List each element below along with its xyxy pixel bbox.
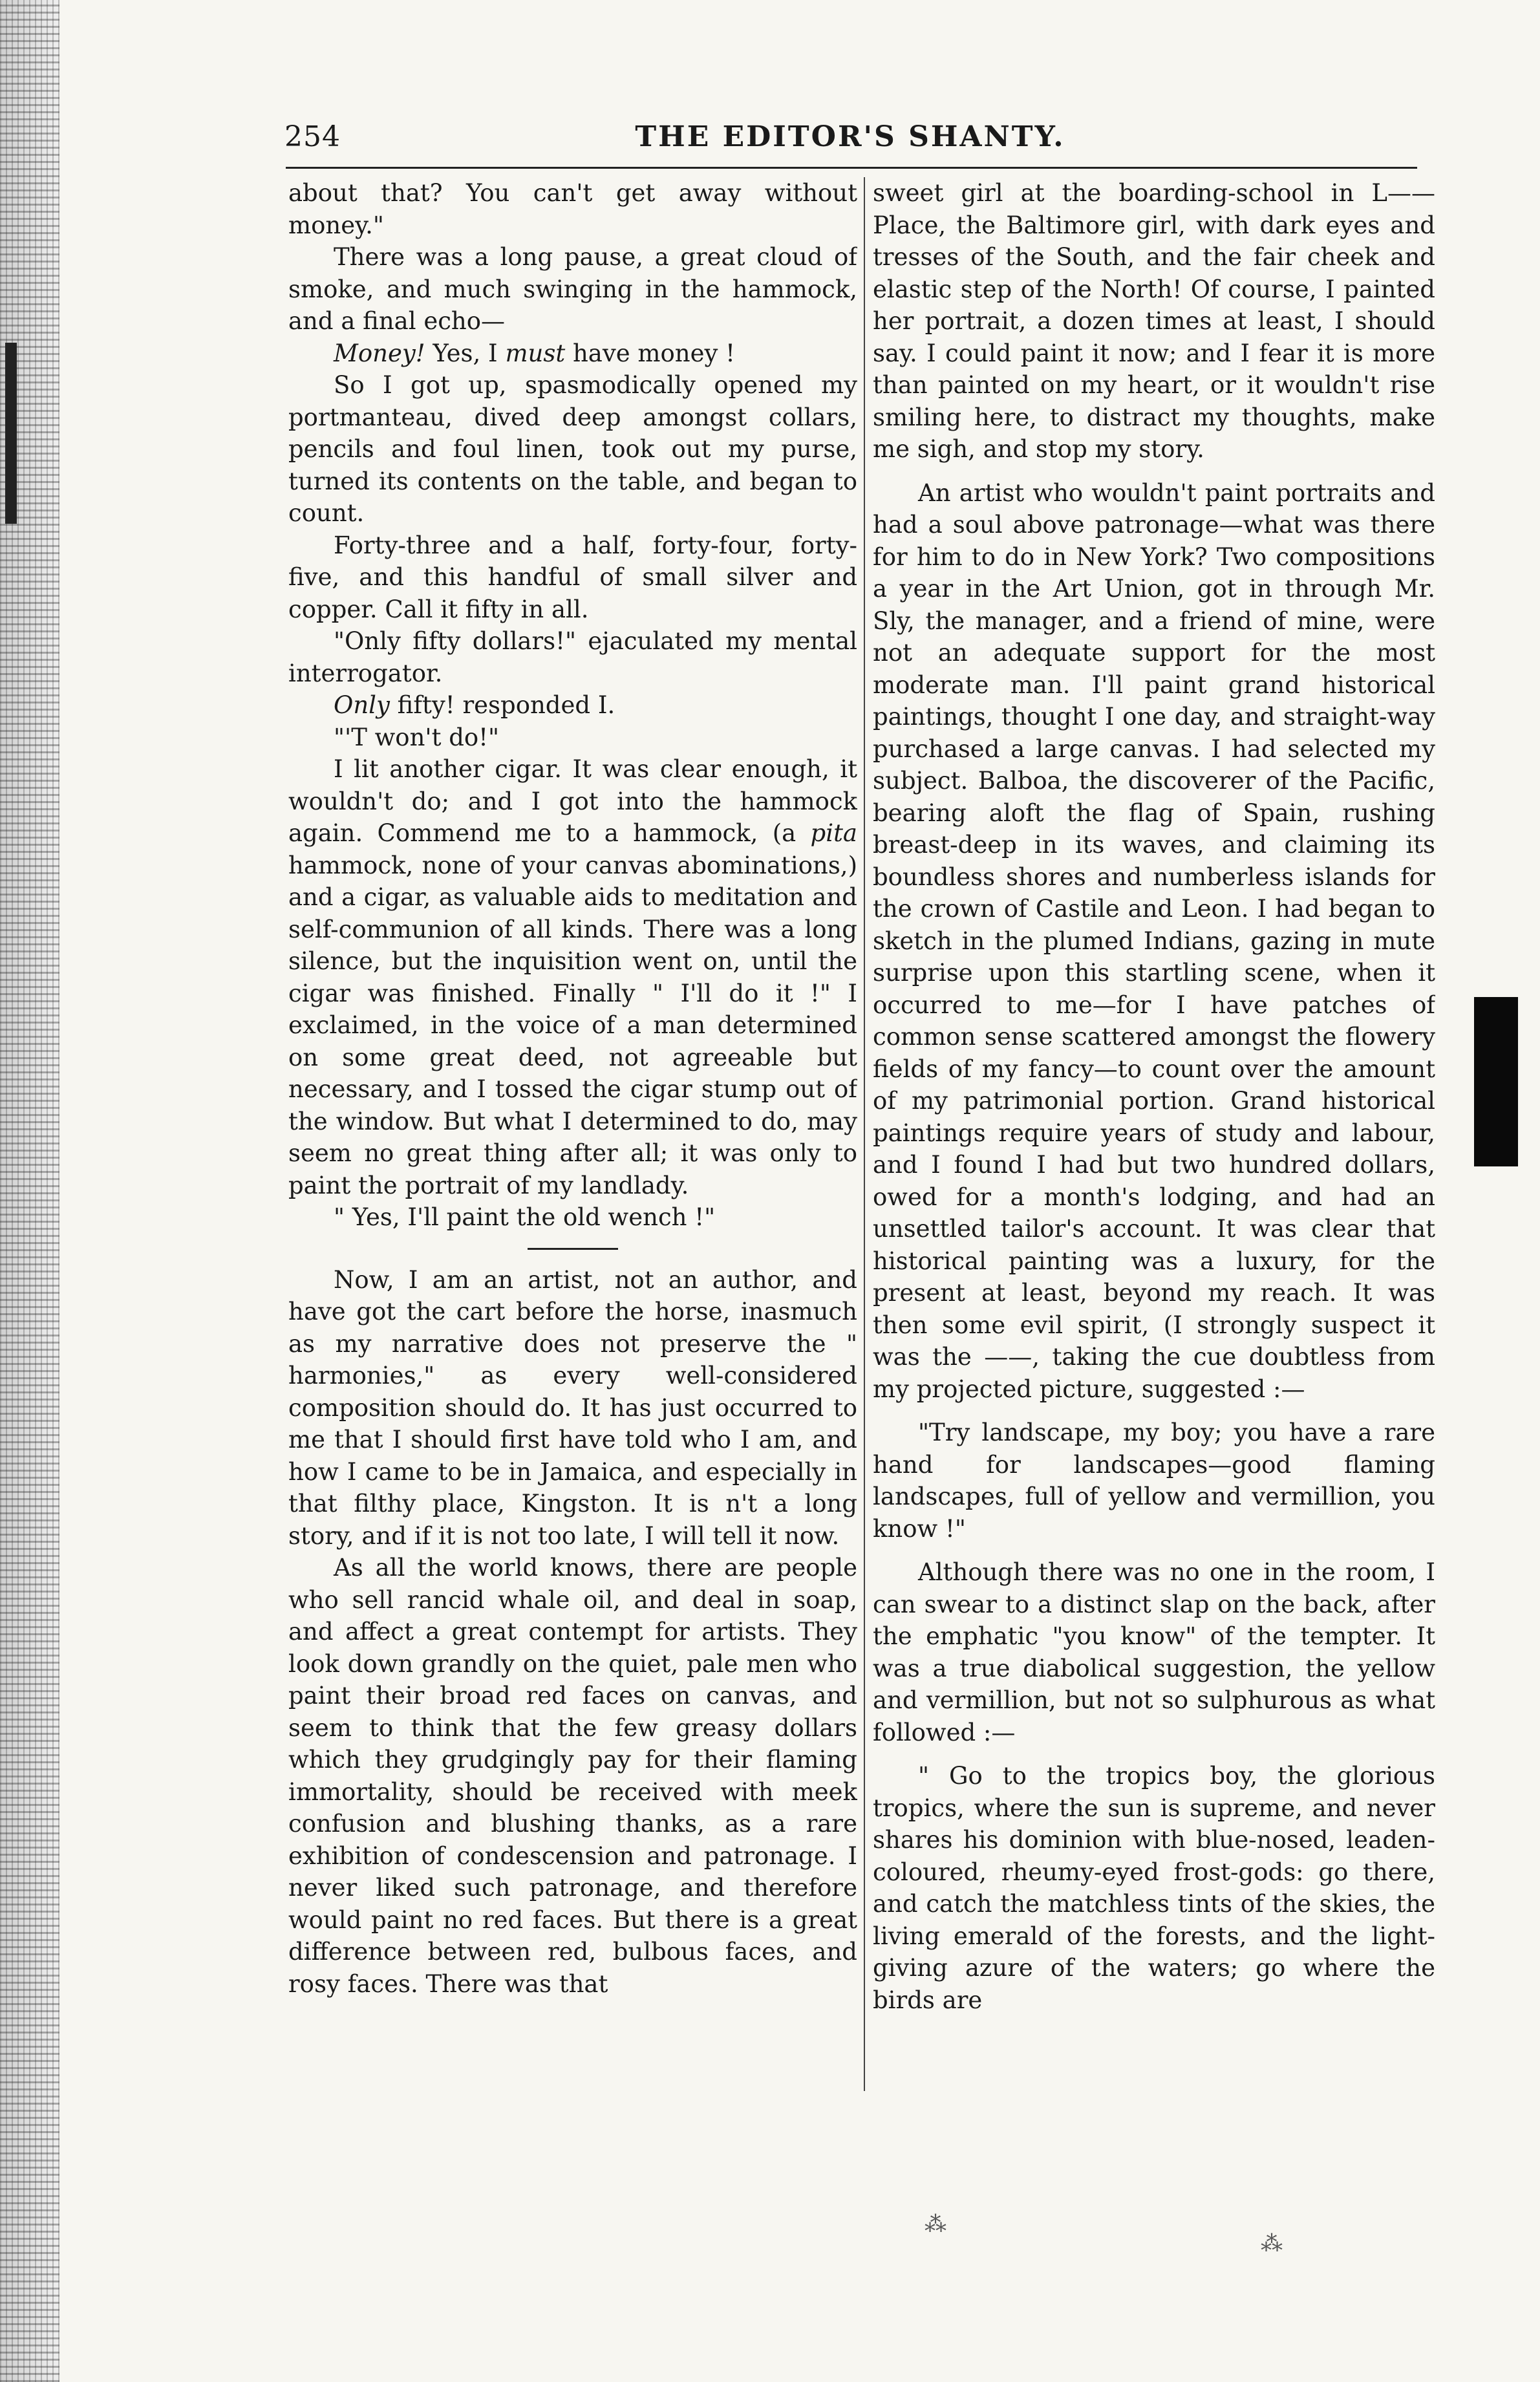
text-run: have money ! [565,339,736,367]
paragraph [288,753,857,1201]
page-number: 254 [284,120,341,153]
text-run: fifty! responded I. [389,691,615,719]
paragraph: So I got up, spasmodically opened my portmanteau, dived deep amongst collars, pencils and foul linen, took out my purse, turned its contents on the table, and began to count. [288,371,857,527]
italic-text: Money! [334,339,425,367]
italic-text: must [505,339,566,367]
paragraph: sweet girl at the boarding-school in L—— Place, the Baltimore girl, with dark eyes and tresses of the South, and the fair cheek and elastic step of the North! Of course, I painted her portrait, a dozen times at least, I should say. I could paint it now; and I fear it is more than painted on my heart, or it wouldn't rise smiling here, to distract my thoughts, make me sigh, and stop my story. [873,179,1435,463]
paragraph: There was a long pause, a great cloud of smoke, and much swinging in the hammock, and a final echo— [288,243,857,335]
text-run: I lit another cigar. It was clear enough, it wouldn't do; and I got into the hammock again. Commend me to a hammock, (a [288,755,857,847]
italic-text: Only [334,691,390,719]
paragraph: Now, I am an artist, not an author, and have got the cart before the horse, inasmuch as my narrative does not preserve the " harmonies," as every well-considered composition should do. It has just occurred to me that I should first have told who I am, and how I came to be in Jamaica, and especially in that filthy place, Kingston. It is n't a long story, and if it is not too late, I will tell it now. [288,1265,857,1550]
text-run: hammock, none of your canvas abominations,) and a cigar, as valuable aids to meditation and self-communion of all kinds. There was a long silence, but the inquisition went on, until the cigar was finished. Finally " I'll do it !" I exclaimed, in the voice of a man determined on some great deed, not agreeable but necessary, and I tossed the cigar stump out of the window. But what I determined to do, may seem no great thing after all; it was only to paint the portrait of my landlady. [288,851,857,1199]
paragraph: Although there was no one in the room, I can swear to a distinct slap on the back, after the emphatic "you know" of the tempter. It was a true diabolical suggestion, the yellow and vermillion, but not so sulphurous as what followed :— [873,1558,1435,1746]
paragraph: about that? You can't get away without money." [288,179,857,239]
paragraph [288,338,857,370]
paragraph: An artist who wouldn't paint portraits and had a soul above patronage—what was there for him to do in New York? Two compositions a year in the Art Union, got in through Mr. Sly, the manager, and a friend of mine, were not an adequate support for the most moderate man. I'll paint grand historical paintings, thought I one day, and straight-way purchased a large canvas. I had selected my subject. Balboa, the discoverer of the Pacific, bearing aloft the flag of Spain, rushing breast-deep in its waves, and claiming its boundless shores and numberless islands for the crown of Castile and Leon. I had began to sketch in the plumed Indians, gazing in mute surprise upon this startling scene, when it occurred to me—for I have patches of common sense scattered amongst the flowery fields of my fancy—to count over the amount of my patrimonial portion. Grand historical paintings require years of study and labour, and I found I had but two hundred dollars, owed for a month's lodging, and had an unsettled tailor's account. It was clear that historical painting was a luxury, for the present at least, beyond my reach. It was then some evil spirit, (I strongly suspect it was the ——, taking the cue doubtless from my projected picture, suggested :— [873,478,1435,1403]
paragraph [288,689,857,722]
paragraph: " Go to the tropics boy, the glorious tropics, where the sun is supreme, and never shares his dominion with blue-nosed, leaden-coloured, rheumy-eyed frost-gods: go there, and catch the matchless tints of the skies, the living emerald of the forests, and the light-giving azure of the waters; go where the birds are [873,1762,1435,2014]
column-rule [864,177,865,2091]
paragraph: " Yes, I'll paint the old wench !" [334,1203,716,1231]
scan-binding-edge [0,0,59,2382]
right-column [873,177,1435,2123]
paragraph: Forty-three and a half, forty-four, forty-five, and this handful of small silver and copper. Call it fifty in all. [288,531,857,623]
scan-speck: ⁂ [925,2211,946,2237]
paragraph: "Only fifty dollars!" ejaculated my mental interrogator. [288,627,857,687]
scan-artifact [5,343,17,524]
scan-speck: ⁂ [1261,2231,1283,2257]
left-column [288,177,857,2123]
margin-tab-mark [1474,997,1518,1166]
paragraph: As all the world knows, there are people who sell rancid whale oil, and deal in soap, and affect a great contempt for artists. They look down grandly on the quiet, pale men who paint their broad red faces on canvas, and seem to think that the few greasy dollars which they grudgingly pay for their flaming immortality, should be received with meek confusion and blushing thanks, as a rare exhibition of condescension and patronage. I never liked such patronage, and therefore would paint no red faces. But there is a great difference between red, bulbous faces, and rosy faces. There was that [288,1554,857,1998]
paragraph: "'T won't do!" [334,723,500,751]
section-divider [528,1248,618,1250]
paragraph: "Try landscape, my boy; you have a rare hand for landscapes—good flaming landscapes, full of yellow and vermillion, you know !" [873,1419,1435,1543]
running-title: THE EDITOR'S SHANTY. [635,120,1065,153]
italic-text: pita [810,819,857,847]
page-header [284,120,1416,159]
header-rule [286,167,1417,169]
text-run: Yes, I [425,339,506,367]
